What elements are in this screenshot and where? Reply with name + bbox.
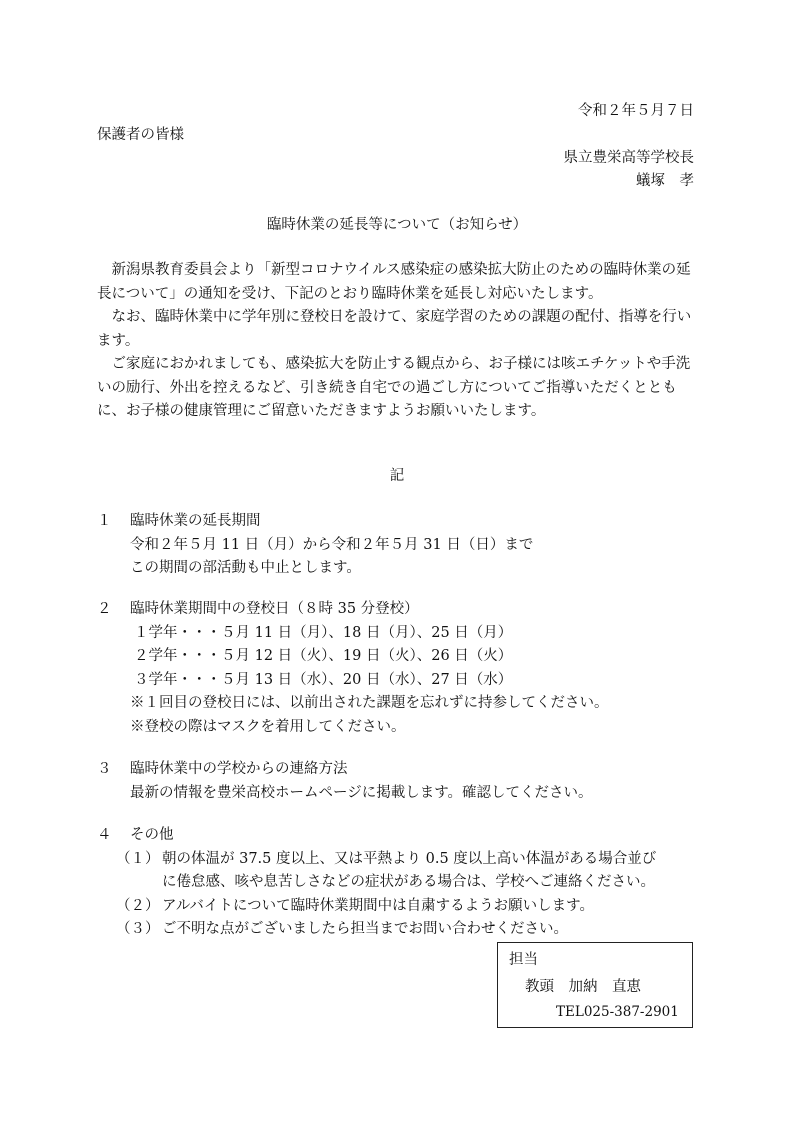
contact-person: 教頭 加納 直恵 bbox=[525, 979, 641, 995]
other-item-2 bbox=[97, 895, 707, 919]
schedule-line: ３学年・・・５月 13 日（水）、20 日（水）、27 日（水） bbox=[134, 671, 513, 688]
item-number: （２） bbox=[116, 897, 160, 914]
body-paragraph-1: 新潟県教育委員会より「新型コロナウイルス感染症の感染拡大防止のための臨時休業の延長について」の通知を受け、下記のとおり臨時休業を延長し対応いたします。 bbox=[97, 262, 691, 302]
document-date: 令和２年５月７日 bbox=[578, 103, 694, 119]
body-paragraph-2: なお、臨時休業中に学年別に登校日を設けて、家庭学習のための課題の配付、指導を行います。 bbox=[97, 309, 692, 349]
contact-label: 担当 bbox=[509, 952, 538, 968]
section-heading: 臨時休業中の学校からの連絡方法 bbox=[130, 761, 348, 777]
section-heading: 臨時休業の延長期間 bbox=[130, 513, 261, 529]
section-number: １ bbox=[97, 513, 112, 529]
section-number: ３ bbox=[97, 761, 112, 777]
other-item-3 bbox=[97, 918, 707, 942]
ki-heading: 記 bbox=[389, 468, 405, 484]
body-paragraph-3: ご家庭におかれましても、感染拡大を防止する観点から、お子様には咳エチケットや手洗いの励行、外出を控えるなど、引き続き自宅での過ごし方についてご指導いただくとともに、お子様の健康管理にご留意いただきますようお願いいたします。 bbox=[97, 356, 691, 419]
item-text: ご不明な点がございましたら担当までお問い合わせください。 bbox=[162, 921, 568, 937]
note-line: ※登校の際はマスクを着用してください。 bbox=[130, 718, 406, 735]
body-text bbox=[97, 259, 697, 424]
section-line: この期間の部活動も中止とします。 bbox=[130, 560, 361, 576]
item-number: （１） bbox=[116, 850, 160, 867]
item-text: 朝の体温が 37.5 度以上、又は平熱より 0.5 度以上高い体温がある場合並び bbox=[162, 850, 657, 867]
section-3 bbox=[97, 758, 707, 805]
section-2 bbox=[97, 598, 707, 739]
contact-box bbox=[497, 942, 693, 1028]
section-line: 令和２年５月 11 日（月）から令和２年５月 31 日（日）まで bbox=[130, 536, 534, 553]
schedule-line: ２学年・・・５月 12 日（火）、19 日（火）、26 日（火） bbox=[134, 648, 513, 664]
item-text-cont: に倦怠感、咳や息苦しさなどの症状がある場合は、学校へご連絡ください。 bbox=[162, 874, 655, 890]
item-text: アルバイトについて臨時休業期間中は自粛するようお願いします。 bbox=[162, 897, 594, 914]
document-title: 臨時休業の延長等について（お知らせ） bbox=[266, 217, 528, 233]
section-number: ４ bbox=[97, 827, 112, 843]
school-name: 県立豊栄高等学校長 bbox=[563, 150, 694, 166]
section-heading: その他 bbox=[130, 827, 174, 843]
schedule-line: １学年・・・５月 11 日（月）、18 日（月）、25 日（月） bbox=[134, 624, 513, 641]
note-line: ※１回目の登校日には、以前出された課題を忘れずに持参してください。 bbox=[130, 695, 609, 711]
principal-name: 蟻塚 孝 bbox=[636, 173, 694, 189]
item-number: （３） bbox=[116, 921, 160, 937]
contact-phone: TEL025-387-2901 bbox=[556, 1004, 679, 1020]
section-1 bbox=[97, 510, 707, 581]
recipient: 保護者の皆様 bbox=[97, 127, 184, 143]
other-item-1 bbox=[97, 848, 707, 895]
section-line: 最新の情報を豊栄高校ホームページに掲載します。確認してください。 bbox=[130, 784, 593, 801]
section-number: ２ bbox=[97, 601, 112, 617]
section-4 bbox=[97, 824, 707, 942]
section-heading: 臨時休業期間中の登校日（８時 35 分登校） bbox=[130, 601, 419, 617]
